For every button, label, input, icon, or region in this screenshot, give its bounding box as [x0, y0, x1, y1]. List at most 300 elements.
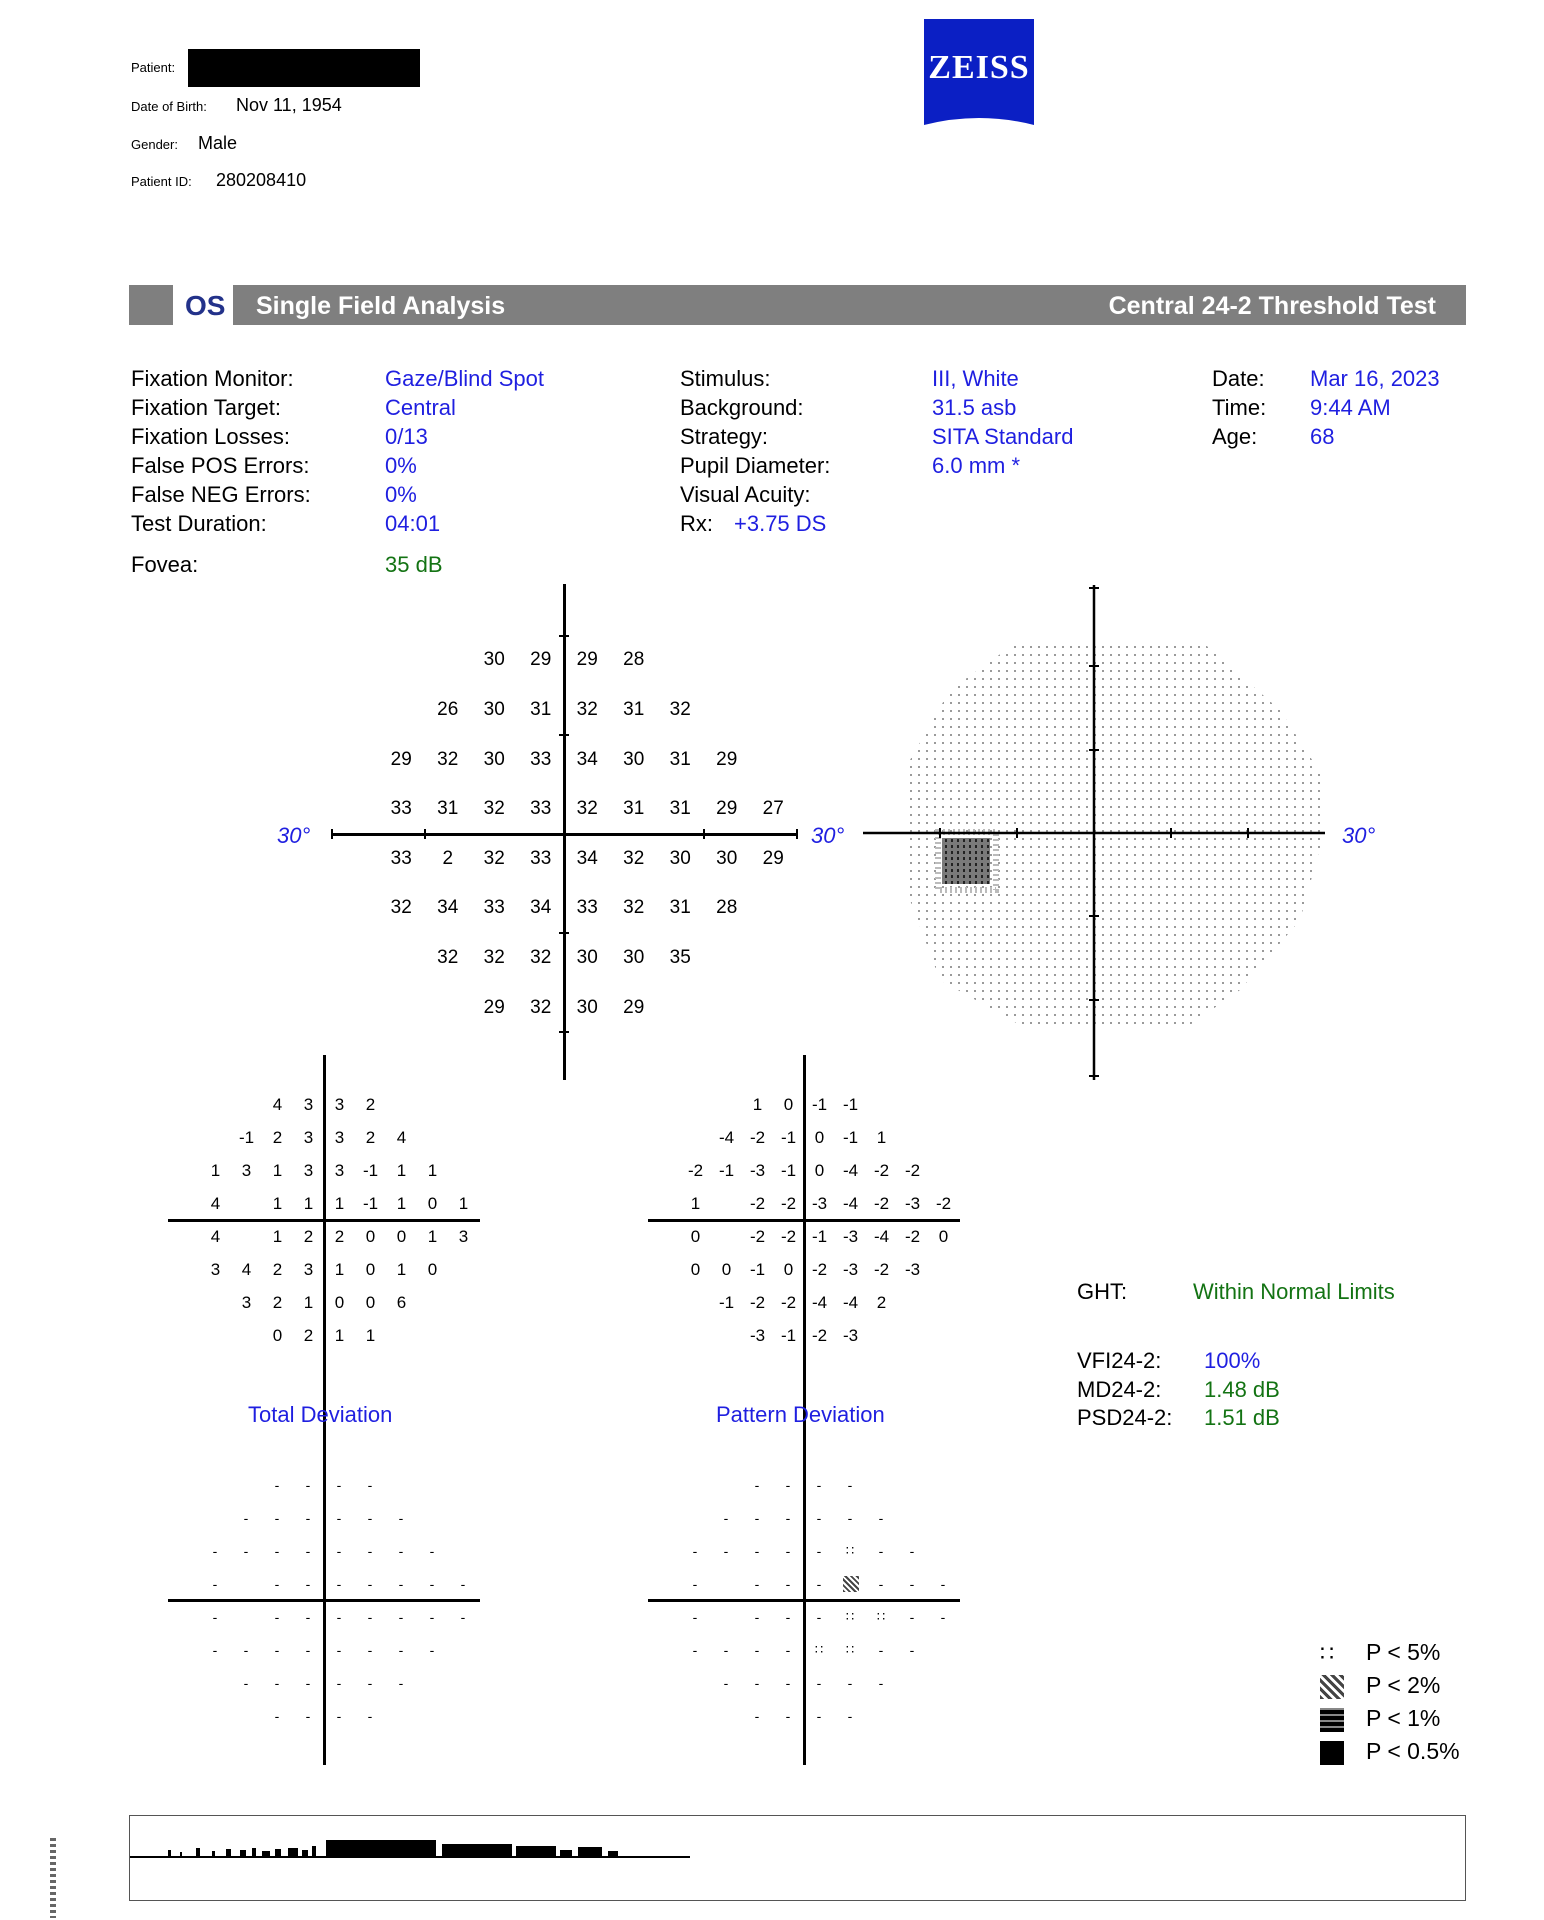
pattern-deviation-probability-symbol: -	[816, 1509, 823, 1526]
dob-value: Nov 11, 1954	[236, 95, 342, 115]
total-deviation-value: 2	[272, 1127, 283, 1147]
pattern-deviation-probability-symbol: -	[723, 1509, 730, 1526]
pattern-deviation-probability-symbol: -	[878, 1674, 885, 1691]
total-deviation-value: 4	[241, 1259, 252, 1279]
total-deviation-value: 1	[210, 1160, 221, 1180]
total-deviation-probability-symbol: -	[305, 1575, 312, 1592]
pattern-deviation-probability-symbol: -	[940, 1608, 947, 1625]
threshold-value: 29	[483, 996, 505, 1018]
pattern-deviation-probability-symbol: -	[816, 1476, 823, 1493]
patient-label: Patient:	[131, 60, 176, 75]
threshold-value: 29	[716, 798, 738, 820]
threshold-value: 30	[623, 748, 645, 770]
total-deviation-value: -1	[238, 1127, 255, 1147]
pattern-deviation-probability-symbol: -	[847, 1674, 854, 1691]
side-margin-mark	[50, 1838, 56, 1918]
total-deviation-value: 3	[303, 1259, 314, 1279]
pattern-deviation-probability-symbol: -	[754, 1674, 761, 1691]
total-deviation-value: 1	[334, 1325, 345, 1345]
total-deviation-value: 3	[334, 1127, 345, 1147]
pattern-deviation-value: -3	[842, 1226, 859, 1246]
total-deviation-value: 6	[396, 1292, 407, 1312]
pattern-deviation-value: -1	[718, 1160, 735, 1180]
threshold-value: 34	[437, 897, 459, 919]
pattern-deviation-probability-symbol: -	[754, 1575, 761, 1592]
legend-label: P < 5%	[1366, 1639, 1441, 1665]
pattern-deviation-value: -4	[811, 1292, 828, 1312]
header-bar	[129, 285, 1466, 325]
threshold-value: 33	[530, 798, 552, 820]
pattern-deviation-probability-symbol: ∷	[814, 1641, 825, 1657]
total-deviation-probability-symbol: -	[336, 1674, 343, 1691]
ght-label: GHT:	[1077, 1279, 1128, 1304]
total-deviation-value: 0	[272, 1325, 283, 1345]
total-deviation-value: 3	[241, 1160, 252, 1180]
total-deviation-value: 1	[427, 1160, 438, 1180]
pattern-deviation-value: -1	[811, 1226, 828, 1246]
pattern-deviation-probability-symbol: -	[723, 1542, 730, 1559]
pattern-deviation-value: -1	[811, 1094, 828, 1114]
param-label: Stimulus:	[680, 366, 771, 391]
legend-symbol-p5: ∷	[1320, 1641, 1334, 1666]
total-deviation-probability-v-axis	[323, 1435, 326, 1765]
zeiss-logo	[924, 19, 1034, 137]
fovea-label: Fovea:	[131, 552, 199, 577]
threshold-value: 32	[483, 947, 505, 968]
pattern-deviation-value: -1	[718, 1292, 735, 1312]
total-deviation-probability-symbol: -	[212, 1641, 219, 1658]
param-value: 68	[1310, 424, 1335, 449]
param-label: Age:	[1212, 424, 1258, 449]
total-deviation-probability-symbol: -	[305, 1608, 312, 1625]
total-deviation-probability-symbol: -	[274, 1641, 281, 1658]
threshold-tick	[559, 932, 569, 934]
threshold-value: 31	[669, 798, 691, 820]
rx-label: Rx:	[680, 511, 713, 536]
total-deviation-probability-symbol: -	[336, 1542, 343, 1559]
total-deviation-value: 0	[427, 1259, 438, 1279]
pattern-deviation-probability-symbol: -	[754, 1641, 761, 1658]
psd-label: PSD24-2:	[1077, 1405, 1173, 1430]
param-label: Test Duration:	[131, 511, 267, 536]
footer-box	[129, 1815, 1466, 1901]
pattern-deviation-value: 0	[690, 1226, 701, 1246]
param-label: Background:	[680, 395, 804, 420]
total-deviation-probability-symbol: -	[305, 1707, 312, 1724]
pattern-deviation-value: -2	[749, 1292, 766, 1312]
blind-spot	[942, 838, 990, 884]
total-deviation-probability-symbol: -	[274, 1707, 281, 1724]
legend-symbol-p05	[1320, 1741, 1344, 1765]
test-title: Central 24-2 Threshold Test	[1108, 292, 1436, 320]
param-value: 9:44 AM	[1310, 395, 1391, 420]
total-deviation-value: 1	[458, 1193, 469, 1213]
pattern-deviation-value: 1	[690, 1193, 701, 1213]
threshold-value: 27	[762, 798, 784, 820]
pattern-deviation-value: -2	[873, 1160, 890, 1180]
pattern-deviation-probability-symbol: -	[816, 1575, 823, 1592]
total-deviation-value: 0	[365, 1259, 376, 1279]
pattern-deviation-value: -3	[842, 1259, 859, 1279]
threshold-value: 32	[483, 798, 505, 820]
total-deviation-probability-symbol: -	[398, 1542, 405, 1559]
threshold-tick	[559, 1031, 569, 1033]
pattern-deviation-probability-symbol: -	[723, 1641, 730, 1658]
total-deviation-probability-symbol: -	[367, 1509, 374, 1526]
pattern-deviation-value: 0	[938, 1226, 949, 1246]
total-deviation-value: -1	[362, 1193, 379, 1213]
pattern-deviation-value: -1	[780, 1127, 797, 1147]
threshold-value: 31	[669, 897, 691, 919]
total-deviation-value: 3	[334, 1160, 345, 1180]
pattern-deviation-value: -2	[749, 1127, 766, 1147]
total-deviation-value: 1	[334, 1193, 345, 1213]
pattern-deviation-value: -4	[873, 1226, 890, 1246]
threshold-value: 33	[530, 847, 552, 869]
dob-label: Date of Birth:	[131, 99, 207, 114]
threshold-value: 29	[762, 847, 784, 869]
vfi-value: 100%	[1204, 1348, 1261, 1373]
total-deviation-value: 4	[210, 1226, 221, 1246]
pattern-deviation-value: 0	[814, 1160, 825, 1180]
pattern-deviation-probability-symbol: -	[785, 1575, 792, 1592]
param-label: Visual Acuity:	[680, 482, 811, 507]
total-deviation-probability-symbol: -	[336, 1509, 343, 1526]
total-deviation-value: 1	[396, 1259, 407, 1279]
pattern-deviation-probability-symbol: -	[723, 1674, 730, 1691]
total-deviation-value: 3	[303, 1127, 314, 1147]
threshold-value: 28	[716, 897, 738, 919]
pattern-deviation-value: 1	[752, 1094, 763, 1114]
threshold-deg-right: 30°	[811, 823, 845, 848]
total-deviation-probability-symbol: -	[274, 1608, 281, 1625]
pattern-deviation-value: -2	[749, 1226, 766, 1246]
total-deviation-value: 2	[365, 1127, 376, 1147]
total-deviation-probability-symbol: -	[398, 1641, 405, 1658]
pattern-deviation-value: -3	[904, 1259, 921, 1279]
pattern-deviation-probability-symbol: ∷	[876, 1608, 887, 1624]
pattern-deviation-probability-v-axis	[803, 1435, 806, 1765]
total-deviation-probability-symbol: -	[336, 1608, 343, 1625]
pattern-deviation-probability-symbol: -	[692, 1608, 699, 1625]
threshold-value: 33	[483, 897, 505, 919]
threshold-value: 32	[530, 947, 552, 968]
pattern-deviation-value: 2	[876, 1292, 887, 1312]
psd-value: 1.51 dB	[1204, 1405, 1280, 1430]
total-deviation-probability-symbol: -	[367, 1476, 374, 1493]
pattern-deviation-probability-symbol: ∷	[845, 1542, 856, 1558]
threshold-value: 30	[623, 947, 645, 968]
threshold-value: 29	[623, 996, 645, 1018]
total-deviation-probability-symbol: -	[274, 1476, 281, 1493]
param-value: SITA Standard	[932, 424, 1074, 449]
threshold-value: 30	[576, 996, 598, 1018]
total-deviation-probability-symbol: -	[243, 1542, 250, 1559]
pattern-deviation-probability-symbol: -	[909, 1608, 916, 1625]
threshold-value: 32	[437, 947, 459, 968]
patient-name-redacted	[188, 49, 420, 87]
threshold-value: 34	[576, 748, 598, 770]
threshold-value: 29	[530, 649, 552, 671]
total-deviation-probability-symbol: -	[243, 1509, 250, 1526]
pattern-deviation-probability-symbol: -	[847, 1509, 854, 1526]
param-value: Gaze/Blind Spot	[385, 366, 544, 391]
threshold-value: 30	[483, 699, 505, 720]
pattern-deviation-value: -3	[749, 1160, 766, 1180]
footer-signal-trace	[130, 1836, 690, 1866]
legend-label: P < 2%	[1366, 1672, 1441, 1698]
pattern-deviation-probability-symbol: -	[909, 1542, 916, 1559]
pattern-deviation-probability-symbol: -	[785, 1707, 792, 1724]
threshold-value: 32	[576, 798, 598, 820]
threshold-tick	[331, 829, 333, 839]
pattern-deviation-probability-symbol: -	[754, 1707, 761, 1724]
threshold-tick	[424, 829, 426, 839]
pattern-deviation-probability-symbol: -	[785, 1674, 792, 1691]
pattern-deviation-probability-symbol: -	[816, 1707, 823, 1724]
total-deviation-probability-symbol: -	[305, 1476, 312, 1493]
threshold-value: 29	[716, 748, 738, 770]
total-deviation-probability-symbol: -	[429, 1542, 436, 1559]
analysis-title: Single Field Analysis	[256, 292, 506, 320]
pattern-deviation-title: Pattern Deviation	[716, 1402, 885, 1427]
pattern-deviation-value: 0	[814, 1127, 825, 1147]
param-label: False POS Errors:	[131, 453, 310, 478]
patient-id-label: Patient ID:	[131, 174, 192, 189]
threshold-value: 30	[483, 649, 505, 671]
threshold-value: 26	[437, 699, 459, 720]
pattern-deviation-value: 1	[876, 1127, 887, 1147]
total-deviation-probability-symbol: -	[274, 1509, 281, 1526]
threshold-value: 33	[530, 748, 552, 770]
param-value: 31.5 asb	[932, 395, 1017, 420]
total-deviation-probability-symbol: -	[398, 1674, 405, 1691]
param-value: 0%	[385, 482, 417, 507]
pattern-deviation-value: -4	[842, 1160, 859, 1180]
pattern-deviation-value: -1	[749, 1259, 766, 1279]
total-deviation-value: 0	[396, 1226, 407, 1246]
total-deviation-probability-symbol: -	[212, 1542, 219, 1559]
total-deviation-value: 1	[365, 1325, 376, 1345]
threshold-value: 34	[530, 897, 552, 919]
threshold-value: 34	[576, 847, 598, 869]
pattern-deviation-probability-symbol: -	[878, 1509, 885, 1526]
total-deviation-probability-symbol: -	[243, 1641, 250, 1658]
threshold-value: 35	[669, 947, 691, 968]
param-value: 0/13	[385, 424, 428, 449]
eye-label: OS	[185, 290, 226, 321]
total-deviation-probability-symbol: -	[367, 1542, 374, 1559]
pattern-deviation-probability-symbol: -	[878, 1575, 885, 1592]
total-deviation-value: -1	[362, 1160, 379, 1180]
pattern-deviation-value: -1	[842, 1094, 859, 1114]
pattern-deviation-value: -2	[780, 1193, 797, 1213]
total-deviation-value: 1	[303, 1292, 314, 1312]
pattern-deviation-probability-symbol: -	[754, 1509, 761, 1526]
param-value: Central	[385, 395, 456, 420]
pattern-deviation-probability-symbol: -	[785, 1476, 792, 1493]
pattern-deviation-value: -2	[873, 1193, 890, 1213]
pattern-deviation-value: 0	[783, 1094, 794, 1114]
param-label: Fixation Monitor:	[131, 366, 294, 391]
greyscale-deg-right: 30°	[1342, 823, 1376, 848]
pattern-deviation-value: -4	[842, 1292, 859, 1312]
rx-value: +3.75 DS	[734, 511, 827, 536]
gender-label: Gender:	[131, 137, 178, 152]
total-deviation-probability-symbol: -	[398, 1608, 405, 1625]
threshold-tick	[559, 635, 569, 637]
pattern-deviation-probability-symbol: -	[785, 1509, 792, 1526]
pattern-deviation-probability-symbol: -	[692, 1542, 699, 1559]
legend-symbol-p2	[1320, 1675, 1344, 1699]
threshold-value: 32	[483, 847, 505, 869]
threshold-value: 30	[576, 947, 598, 968]
threshold-value: 32	[530, 996, 552, 1018]
pattern-deviation-value: -1	[780, 1325, 797, 1345]
total-deviation-value: 1	[272, 1193, 283, 1213]
total-deviation-probability-symbol: -	[274, 1674, 281, 1691]
total-deviation-v-axis	[323, 1055, 326, 1435]
total-deviation-probability-symbol: -	[367, 1608, 374, 1625]
greyscale-plot	[860, 580, 1330, 1080]
pattern-deviation-probability-symbol: -	[847, 1476, 854, 1493]
threshold-value: 32	[437, 748, 459, 770]
total-deviation-value: 1	[396, 1193, 407, 1213]
legend-symbol-p1	[1320, 1708, 1344, 1732]
threshold-value: 30	[669, 847, 691, 869]
threshold-value: 30	[483, 748, 505, 770]
param-value: 0%	[385, 453, 417, 478]
pattern-deviation-value: -2	[687, 1160, 704, 1180]
pattern-deviation-probability-symbol: -	[754, 1542, 761, 1559]
patient-id-value: 280208410	[216, 170, 307, 190]
total-deviation-probability-symbol: -	[336, 1707, 343, 1724]
pattern-deviation-probability-symbol: -	[909, 1641, 916, 1658]
param-label: Fixation Target:	[131, 395, 282, 420]
threshold-value: 33	[576, 897, 598, 919]
zeiss-logo-text: ZEISS	[928, 49, 1030, 86]
pattern-deviation-probability-symbol: ∷	[845, 1608, 856, 1624]
total-deviation-value: 1	[303, 1193, 314, 1213]
total-deviation-probability-symbol: -	[243, 1674, 250, 1691]
pattern-deviation-value: 0	[690, 1259, 701, 1279]
pattern-deviation-probability-symbol: -	[754, 1608, 761, 1625]
total-deviation-value: 2	[272, 1259, 283, 1279]
total-deviation-value: 2	[303, 1226, 314, 1246]
param-label: Date:	[1212, 366, 1265, 391]
threshold-value: 32	[623, 897, 645, 919]
total-deviation-title: Total Deviation	[248, 1402, 393, 1427]
pattern-deviation-probability-symbol: -	[816, 1674, 823, 1691]
threshold-value: 32	[576, 699, 598, 720]
param-label: Time:	[1212, 395, 1267, 420]
pattern-deviation-probability-symbol	[843, 1576, 859, 1592]
total-deviation-value: 3	[210, 1259, 221, 1279]
threshold-value: 29	[390, 748, 412, 770]
pattern-deviation-value: -3	[811, 1193, 828, 1213]
threshold-value: 31	[530, 699, 552, 720]
total-deviation-probability-symbol: -	[429, 1641, 436, 1658]
total-deviation-value: 2	[303, 1325, 314, 1345]
threshold-v-axis	[563, 584, 566, 1080]
pattern-deviation-probability-symbol: -	[940, 1575, 947, 1592]
total-deviation-value: 0	[334, 1292, 345, 1312]
total-deviation-value: 3	[303, 1160, 314, 1180]
threshold-value: 2	[442, 847, 454, 869]
pattern-deviation-value: -1	[780, 1160, 797, 1180]
pattern-deviation-value: -2	[780, 1226, 797, 1246]
total-deviation-probability-symbol: -	[305, 1509, 312, 1526]
threshold-value: 31	[437, 798, 459, 820]
param-value: 04:01	[385, 511, 441, 536]
total-deviation-probability-symbol: -	[398, 1575, 405, 1592]
total-deviation-value: 0	[427, 1193, 438, 1213]
threshold-tick	[796, 829, 798, 839]
threshold-value: 29	[576, 649, 598, 671]
total-deviation-probability-symbol: -	[336, 1476, 343, 1493]
total-deviation-probability-symbol: -	[336, 1575, 343, 1592]
pattern-deviation-value: 0	[721, 1259, 732, 1279]
pattern-deviation-probability-symbol: -	[909, 1575, 916, 1592]
total-deviation-value: 4	[396, 1127, 407, 1147]
pattern-deviation-probability-symbol: ∷	[845, 1641, 856, 1657]
param-label: False NEG Errors:	[131, 482, 311, 507]
pattern-deviation-value: -2	[904, 1226, 921, 1246]
pattern-deviation-value: -4	[842, 1193, 859, 1213]
fovea-value: 35 dB	[385, 552, 443, 577]
pattern-deviation-probability-symbol: -	[785, 1641, 792, 1658]
md-label: MD24-2:	[1077, 1377, 1162, 1402]
pattern-deviation-value: -1	[842, 1127, 859, 1147]
param-value: 6.0 mm *	[932, 453, 1021, 478]
total-deviation-value: 4	[210, 1193, 221, 1213]
vfi-label: VFI24-2:	[1077, 1348, 1162, 1373]
pattern-deviation-value: -2	[904, 1160, 921, 1180]
total-deviation-value: 1	[334, 1259, 345, 1279]
total-deviation-probability-symbol: -	[398, 1509, 405, 1526]
total-deviation-probability-symbol: -	[367, 1641, 374, 1658]
param-label: Strategy:	[680, 424, 769, 449]
total-deviation-probability-symbol: -	[429, 1575, 436, 1592]
threshold-value: 31	[669, 748, 691, 770]
total-deviation-probability-symbol: -	[429, 1608, 436, 1625]
pattern-deviation-value: -2	[811, 1259, 828, 1279]
total-deviation-probability-symbol: -	[336, 1641, 343, 1658]
pattern-deviation-probability-symbol: -	[692, 1575, 699, 1592]
pattern-deviation-probability-symbol: -	[785, 1542, 792, 1559]
threshold-value: 32	[669, 699, 691, 720]
total-deviation-value: 4	[272, 1094, 283, 1114]
pattern-deviation-probability-symbol: -	[878, 1641, 885, 1658]
legend-label: P < 0.5%	[1366, 1738, 1460, 1764]
threshold-value: 31	[623, 699, 645, 720]
threshold-value: 32	[390, 897, 412, 919]
pattern-deviation-v-axis	[803, 1055, 806, 1435]
pattern-deviation-probability-symbol: -	[816, 1542, 823, 1559]
total-deviation-value: 2	[334, 1226, 345, 1246]
total-deviation-value: 1	[272, 1160, 283, 1180]
total-deviation-probability-symbol: -	[367, 1575, 374, 1592]
pattern-deviation-value: -2	[749, 1193, 766, 1213]
threshold-value: 33	[390, 847, 412, 869]
total-deviation-probability-symbol: -	[274, 1575, 281, 1592]
pattern-deviation-value: -2	[935, 1193, 952, 1213]
threshold-value: 31	[623, 798, 645, 820]
param-value: III, White	[932, 366, 1019, 391]
total-deviation-value: 3	[303, 1094, 314, 1114]
total-deviation-probability-symbol: -	[305, 1542, 312, 1559]
total-deviation-probability-symbol: -	[212, 1608, 219, 1625]
